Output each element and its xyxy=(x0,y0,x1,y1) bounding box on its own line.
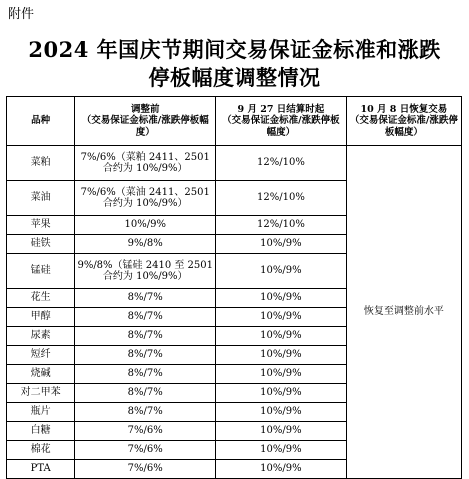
cell-sept27: 10%/9% xyxy=(216,365,347,384)
cell-adjust-before: 8%/7% xyxy=(75,403,216,422)
cell-adjust-before: 7%/6% xyxy=(75,422,216,441)
cell-product: 短纤 xyxy=(7,346,75,365)
cell-product: 棉花 xyxy=(7,441,75,460)
cell-adjust-before: 7%/6% xyxy=(75,441,216,460)
cell-product: 锰硅 xyxy=(7,254,75,289)
cell-product: 烧碱 xyxy=(7,365,75,384)
cell-product: 尿素 xyxy=(7,327,75,346)
cell-adjust-before: 7%/6%（菜油 2411、2501 合约为 10%/9%） xyxy=(75,181,216,216)
cell-sept27: 10%/9% xyxy=(216,289,347,308)
page-title-line-1: 2024 年国庆节期间交易保证金标准和涨跌 xyxy=(28,37,441,62)
cell-sept27: 10%/9% xyxy=(216,327,347,346)
cell-product: 白糖 xyxy=(7,422,75,441)
cell-product: 菜粕 xyxy=(7,146,75,181)
cell-sept27: 10%/9% xyxy=(216,346,347,365)
cell-product: PTA xyxy=(7,460,75,479)
cell-sept27: 12%/10% xyxy=(216,181,347,216)
cell-adjust-before: 8%/7% xyxy=(75,289,216,308)
cell-sept27: 12%/10% xyxy=(216,146,347,181)
cell-sept27: 10%/9% xyxy=(216,254,347,289)
cell-adjust-before: 8%/7% xyxy=(75,308,216,327)
cell-sept27: 10%/9% xyxy=(216,235,347,254)
cell-adjust-before: 8%/7% xyxy=(75,346,216,365)
attachment-label: 附件 xyxy=(8,7,35,22)
cell-adjust-before: 7%/6%（菜粕 2411、2501 合约为 10%/9%） xyxy=(75,146,216,181)
cell-sept27: 10%/9% xyxy=(216,460,347,479)
header-oct8: 10 月 8 日恢复交易 （交易保证金标准/涨跌停板幅度） xyxy=(346,97,461,146)
table-header-row xyxy=(7,97,462,146)
cell-sept27: 12%/10% xyxy=(216,216,347,235)
cell-product: 菜油 xyxy=(7,181,75,216)
cell-adjust-before: 10%/9% xyxy=(75,216,216,235)
cell-adjust-before: 9%/8% xyxy=(75,235,216,254)
table-row xyxy=(7,146,462,181)
cell-sept27: 10%/9% xyxy=(216,441,347,460)
adjustment-table xyxy=(6,96,462,479)
page-title-line-2: 停板幅度调整情况 xyxy=(148,65,321,90)
cell-oct8-restore: 恢复至调整前水平 xyxy=(346,146,461,479)
header-product: 品种 xyxy=(7,97,75,146)
cell-sept27: 10%/9% xyxy=(216,422,347,441)
header-adjust-before: 调整前 （交易保证金标准/涨跌停板幅度） xyxy=(75,97,216,146)
cell-adjust-before: 8%/7% xyxy=(75,327,216,346)
cell-adjust-before: 9%/8%（锰硅 2410 至 2501 合约为 10%/9%） xyxy=(75,254,216,289)
cell-adjust-before: 8%/7% xyxy=(75,365,216,384)
cell-product: 苹果 xyxy=(7,216,75,235)
cell-product: 瓶片 xyxy=(7,403,75,422)
cell-sept27: 10%/9% xyxy=(216,308,347,327)
cell-sept27: 10%/9% xyxy=(216,384,347,403)
cell-product: 对二甲苯 xyxy=(7,384,75,403)
cell-adjust-before: 7%/6% xyxy=(75,460,216,479)
cell-product: 甲醇 xyxy=(7,308,75,327)
cell-adjust-before: 8%/7% xyxy=(75,384,216,403)
cell-product: 硅铁 xyxy=(7,235,75,254)
cell-sept27: 10%/9% xyxy=(216,403,347,422)
cell-product: 花生 xyxy=(7,289,75,308)
header-sept27: 9 月 27 日结算时起 （交易保证金标准/涨跌停板幅度） xyxy=(216,97,347,146)
